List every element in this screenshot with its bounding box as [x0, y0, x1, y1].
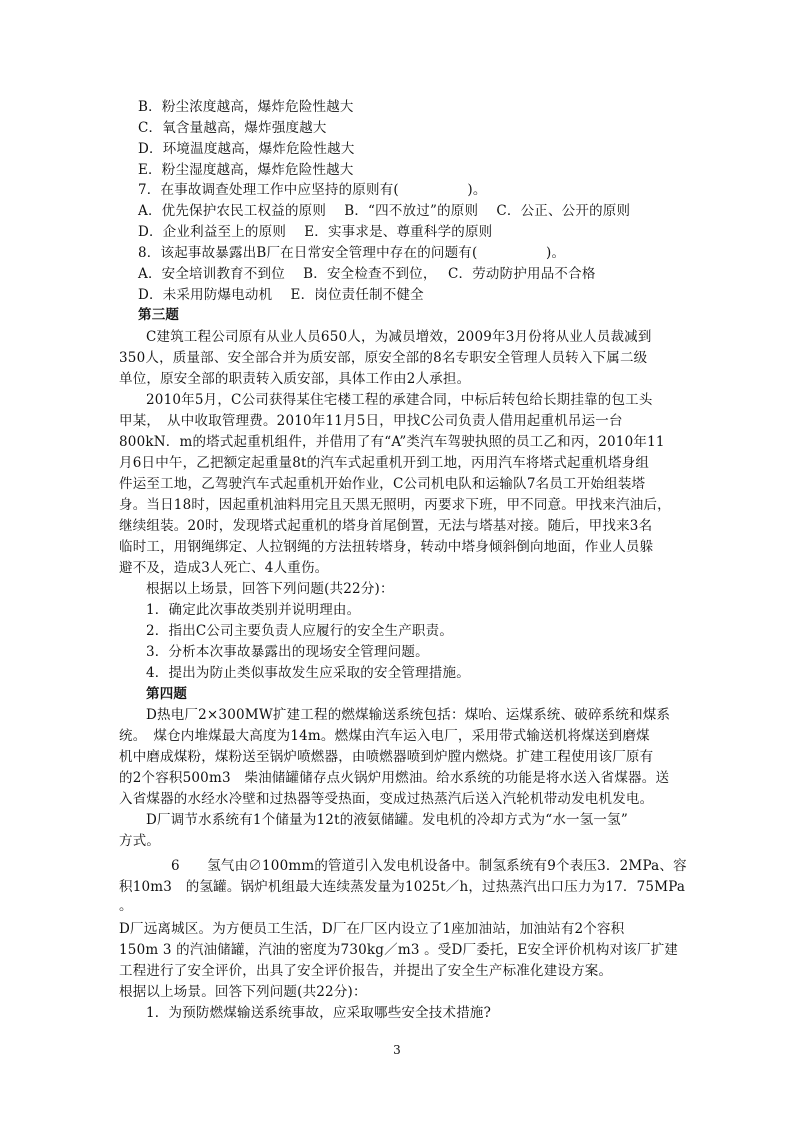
section4-para1-line: 机中磨成煤粉，煤粉送至锅炉喷燃器，由喷燃器喷到炉膛内燃烧。扩建工程使用该厂原有 — [119, 749, 654, 765]
section4-para3-line: 。 — [119, 898, 133, 914]
section4-para3-line: 积10m3 的氢罐。锅炉机组最大连续蒸发量为1025t／h，过热蒸汽出口压力为17．75MPa — [119, 879, 686, 895]
q6-option-b: B．粉尘浓度越高，爆炸危险性越大 — [138, 99, 354, 115]
q6-option-c: C．氧含量越高，爆炸强度越大 — [138, 120, 327, 136]
section3-para2-line: 临时工，用钢绳绑定、人拉钢绳的方法扭转塔身，转动中塔身倾斜倒向地面，作业人员躲 — [119, 539, 654, 555]
q8-options-line1: A．安全培训教育不到位 B．安全检查不到位， C．劳动防护用品不合格 — [138, 266, 596, 282]
section4-question: 1．为预防燃煤输送系统事故，应采取哪些安全技术措施? — [146, 1005, 492, 1021]
section4-para2-line: 方式。 — [119, 833, 161, 849]
section3-para2-line: 月6日中午，乙把额定起重量8t的汽车式起重机开到工地，丙用汽车将塔式起重机塔身组 — [119, 455, 650, 471]
section4-para1-line: 入省煤器的水经水冷壁和过热器等受热面，变成过热蒸汽后送入汽轮机带动发电机发电。 — [119, 791, 654, 807]
q8-stem: 8．该起事故暴露出B厂在日常安全管理中存在的问题有( )。 — [138, 245, 566, 261]
section4-para2-line: D厂调节水系统有1个储量为12t的液氨储罐。发电机的冷却方式为“水一氢一氢” — [146, 812, 628, 828]
section3-para2-line: 身。当日18时，因起重机油料用完且天黑无照明，丙要求下班，甲不同意。甲找来汽油后， — [119, 497, 671, 513]
section4-para1-line: D热电厂2×300MW扩建工程的燃煤输送系统包括：煤咍、运煤系统、破碎系统和煤系 — [146, 707, 671, 723]
section3-question: 3．分析本次事故暴露出的现场安全管理问题。 — [146, 644, 429, 660]
q8-options-line2: D．未采用防爆电动机 E．岗位责任制不健全 — [138, 287, 424, 303]
section3-para2-line: 甲某， 从中收取管理费。2010年11月5日，甲找C公司负责人借用起重机吊运一台 — [119, 413, 623, 429]
section3-para2-line: 800kN．m的塔式起重机组件，并借用了有“A”类汽车驾驶执照的员工乙和丙，2010年11 — [119, 434, 665, 450]
page-number: 3 — [393, 1043, 401, 1057]
section4-para4-line: 工程进行了安全评价，出具了安全评价报告，并提出了安全生产标准化建设方案。 — [119, 963, 613, 979]
q7-stem: 7．在事故调查处理工作中应坚持的原则有( )。 — [138, 182, 487, 198]
section3-para1-line: 350人，质量部、安全部合并为质安部，原安全部的8名专职安全管理人员转入下属二级 — [119, 350, 648, 366]
section3-para2-line: 件运至工地，乙驾驶汽车式起重机开始作业，C公司机电队和运输队7名员工开始组装塔 — [119, 476, 646, 492]
q7-options-line2: D．企业利益至上的原则 E．实事求是、尊重科学的原则 — [138, 224, 493, 240]
section4-para4-line: 150m 3 的汽油储罐，汽油的密度为730kg／m3 。受D厂委托，E安全评价机构对该厂扩建 — [119, 942, 679, 958]
section3-para2-line: 避不及，造成3人死亡、4人重伤。 — [119, 560, 329, 576]
q6-option-e: E．粉尘湿度越高，爆炸危险性越大 — [138, 162, 354, 178]
section4-prompt: 根据以上场景。回答下列问题(共22分)： — [119, 984, 367, 1000]
section4-para1-line: 统。 煤仓内堆煤最大高度为14m。燃煤由汽车运入电厂，采用带式输送机将煤送到磨煤 — [119, 728, 650, 744]
section4-title: 第四题 — [146, 686, 188, 702]
section4-para1-line: 的2个容积500m3 柴油储罐储存点火锅炉用燃油。给水系统的功能是将水送入省煤器。送 — [119, 770, 670, 786]
section3-para2-line: 继续组装。20时，发现塔式起重机的塔身首尾倒置，无法与塔基对接。随后，甲找来3名 — [119, 518, 653, 534]
section3-question: 1．确定此次事故类别并说明理由。 — [146, 602, 361, 618]
section4-para4-line: D厂远离城区。为方便员工生活，D厂在厂区内设立了1座加油站，加油站有2个容积 — [119, 921, 625, 937]
section3-para1-line: C建筑工程公司原有从业人员650人，为减员增效，2009年3月份将从业人员裁减到 — [146, 329, 652, 345]
section3-question: 2．指出C公司主要负责人应履行的安全生产职责。 — [146, 623, 454, 639]
section3-para2-line: 2010年5月，C公司获得某住宅楼工程的承建合同，中标后转包给长期挂靠的包工头 — [146, 392, 653, 408]
section3-title: 第三题 — [138, 307, 180, 323]
q7-options-line1: A．优先保护农民工权益的原则 B．“四不放过”的原则 C．公正、公开的原则 — [138, 203, 631, 219]
section3-question: 4．提出为防止类似事故发生应采取的安全管理措施。 — [146, 665, 470, 681]
section3-prompt: 根据以上场景，回答下列问题(共22分)： — [146, 581, 394, 597]
q6-option-d: D．环境温度越高，爆炸危险性越大 — [138, 141, 355, 157]
section3-para1-line: 单位，原安全部的职责转入质安部，具体工作由2人承担。 — [119, 371, 471, 387]
section4-para3-line: 6 氢气由∅100mm的管道引入发电机设备中。制氢系统有9个表压3．2MPa、容 — [171, 858, 687, 874]
